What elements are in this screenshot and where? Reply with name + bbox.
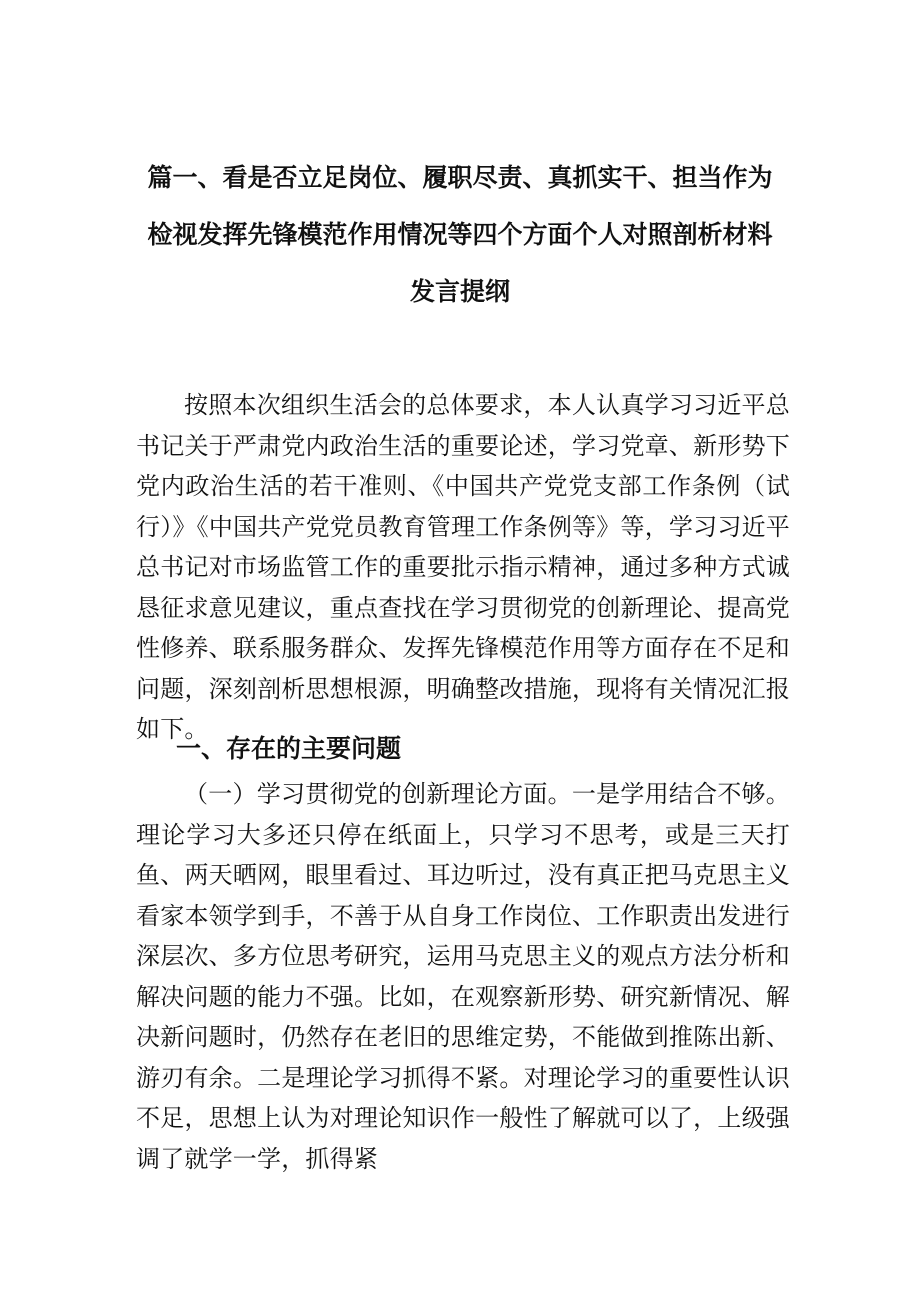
section-heading: 一、存在的主要问题 [176,734,402,763]
section-paragraph: （一）学习贯彻党的创新理论方面。一是学用结合不够。理论学习大多还只停在纸面上，只学习不思考，或是三天打鱼、两天晒网，眼里看过、耳边听过，没有真正把马克思主义看家本领学到手，不善于从自身工作岗位、工作职责出发进行深层次、多方位思考研究，运用马克思主义的观点方法分析和解决问题的能力不强。比如，在观察新形势、研究新情况、解决新问题时，仍然存在老旧的思维定势，不能做到推陈出新、游刃有余。二是理论学习抓得不紧。对理论学习的重要性认识不足，思想上认为对理论知识作一般性了解就可以了，上级强调了就学一学，抓得紧 [136,780,790,1173]
intro-paragraph: 按照本次组织生活会的总体要求，本人认真学习习近平总书记关于严肃党内政治生活的重要论述，学习党章、新形势下党内政治生活的若干准则、《中国共产党党支部工作条例（试行）》《中国共产党党员教育管理工作条例等》等，学习习近平总书记对市场监管工作的重要批示指示精神，通过多种方式诚恳征求意见建议，重点查找在学习贯彻党的创新理论、提高党性修养、联系服务群众、发挥先锋模范作用等方面存在不足和问题，深刻剖析思想根源，明确整改措施，现将有关情况汇报如下。 [136,391,790,743]
title-line-1: 篇一、看是否立足岗位、履职尽责、真抓实干、担当作为 [147,163,773,192]
title-line-3: 发言提纲 [409,277,510,306]
title-line-2: 检视发挥先锋模范作用情况等四个方面个人对照剖析材料 [147,220,773,249]
document-title [0,163,920,334]
